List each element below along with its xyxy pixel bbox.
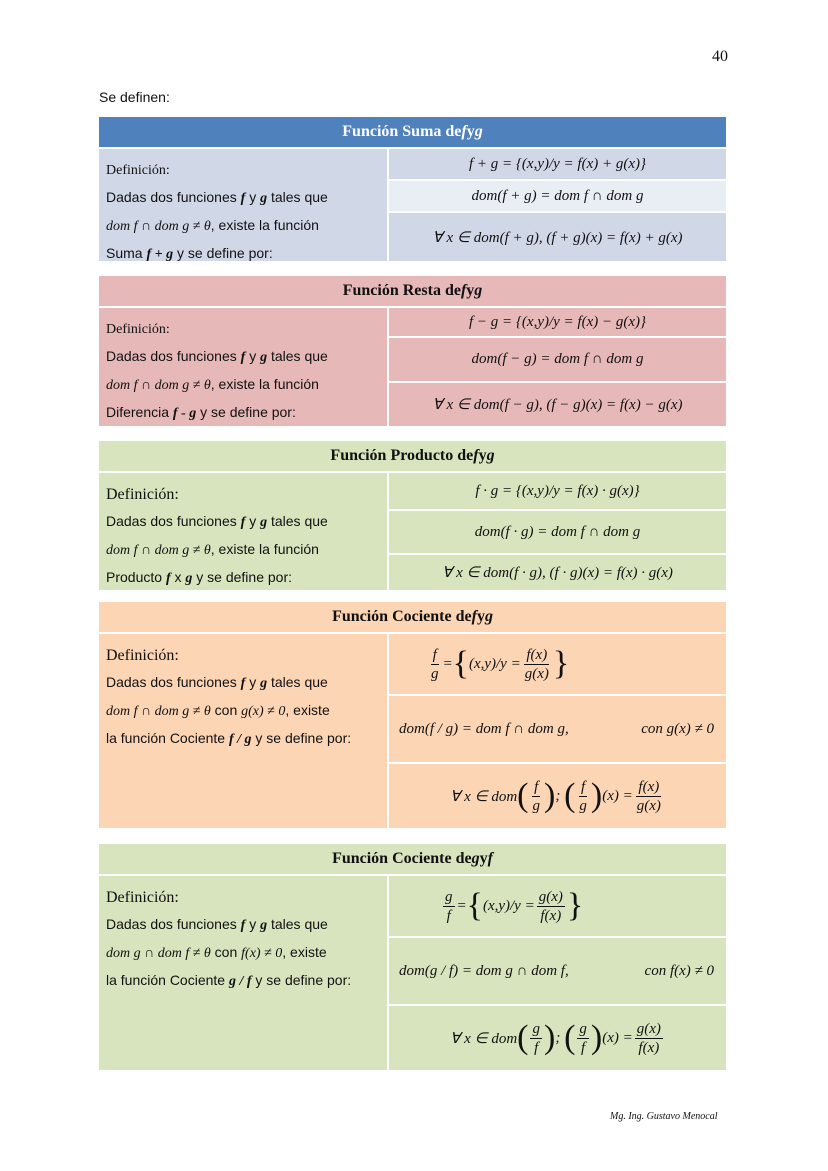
formula-set: f · g = {(x,y)/y = f(x) · g(x)} bbox=[389, 473, 726, 511]
section-suma bbox=[99, 117, 726, 261]
formula-rule: ∀ x ∈ dom(f − g), (f − g)(x) = f(x) − g(x) bbox=[389, 383, 726, 426]
formula-domain: dom(g / f) = dom g ∩ dom f, con f(x) ≠ 0 bbox=[389, 938, 726, 1006]
definition-text: Definición: Dadas dos funciones f y g tales que dom f ∩ dom g ≠ θ, existe la función Producto f x g y se define por: bbox=[99, 473, 389, 590]
section-resta bbox=[99, 276, 726, 426]
section-title: Función Resta de f y g bbox=[99, 276, 726, 308]
definition-text: Definición: Dadas dos funciones f y g tales que dom f ∩ dom g ≠ θ, existe la función Diferencia f - g y se define por: bbox=[99, 308, 389, 426]
formula-domain: dom(f · g) = dom f ∩ dom g bbox=[389, 511, 726, 555]
section-title: Función Cociente de f y g bbox=[99, 602, 726, 634]
section-title: Función Cociente de g y f bbox=[99, 844, 726, 876]
formula-rule: ∀ x ∈ dom ( $\frac{f}{g}$ ) ; ( $\frac{f}{g}$ ) (x) = $\frac{f(x)}{g(x)}$ bbox=[389, 764, 726, 828]
formula-set: f + g = {(x,y)/y = f(x) + g(x)} bbox=[389, 149, 726, 181]
section-cociente-g-f bbox=[99, 844, 726, 1070]
formula-rule: ∀ x ∈ dom ( $\frac{g}{f}$ ) ; ( $\frac{g}{f}$ ) (x) = $\frac{g(x)}{f(x)}$ bbox=[389, 1006, 726, 1070]
definition-text: Definición: Dadas dos funciones f y g tales que dom f ∩ dom g ≠ θ con g(x) ≠ 0, existe la función Cociente f / g y se define por: bbox=[99, 634, 389, 828]
section-cociente-f-g bbox=[99, 602, 726, 828]
section-producto bbox=[99, 441, 726, 590]
definition-text: Definición: Dadas dos funciones f y g tales que dom f ∩ dom g ≠ θ, existe la función Suma f + g y se define por: bbox=[99, 149, 389, 261]
formula-rule: ∀ x ∈ dom(f · g), (f · g)(x) = f(x) · g(x) bbox=[389, 555, 726, 590]
formula-domain: dom(f − g) = dom f ∩ dom g bbox=[389, 338, 726, 383]
section-title: Función Producto de f y g bbox=[99, 441, 726, 473]
formula-set: f − g = {(x,y)/y = f(x) − g(x)} bbox=[389, 308, 726, 338]
formula-set: $\frac{g}{f}$ = { (x,y)/y = $\frac{g(x)}{f(x)}$ } bbox=[389, 876, 726, 938]
definition-text: Definición: Dadas dos funciones f y g tales que dom g ∩ dom f ≠ θ con f(x) ≠ 0, existe la función Cociente g / f y se define por: bbox=[99, 876, 389, 1070]
footer-author: Mg. Ing. Gustavo Menocal bbox=[610, 1111, 718, 1122]
formula-domain: dom(f / g) = dom f ∩ dom g, con g(x) ≠ 0 bbox=[389, 696, 726, 764]
section-title: Función Suma de f y g bbox=[99, 117, 726, 149]
intro-text: Se definen: bbox=[99, 89, 170, 105]
formula-domain: dom(f + g) = dom f ∩ dom g bbox=[389, 181, 726, 213]
formula-rule: ∀ x ∈ dom(f + g), (f + g)(x) = f(x) + g(x) bbox=[389, 213, 726, 261]
page-number: 40 bbox=[712, 48, 728, 65]
formula-set: $\frac{f}{g}$ = { (x,y)/y = $\frac{f(x)}{g(x)}$ } bbox=[389, 634, 726, 696]
